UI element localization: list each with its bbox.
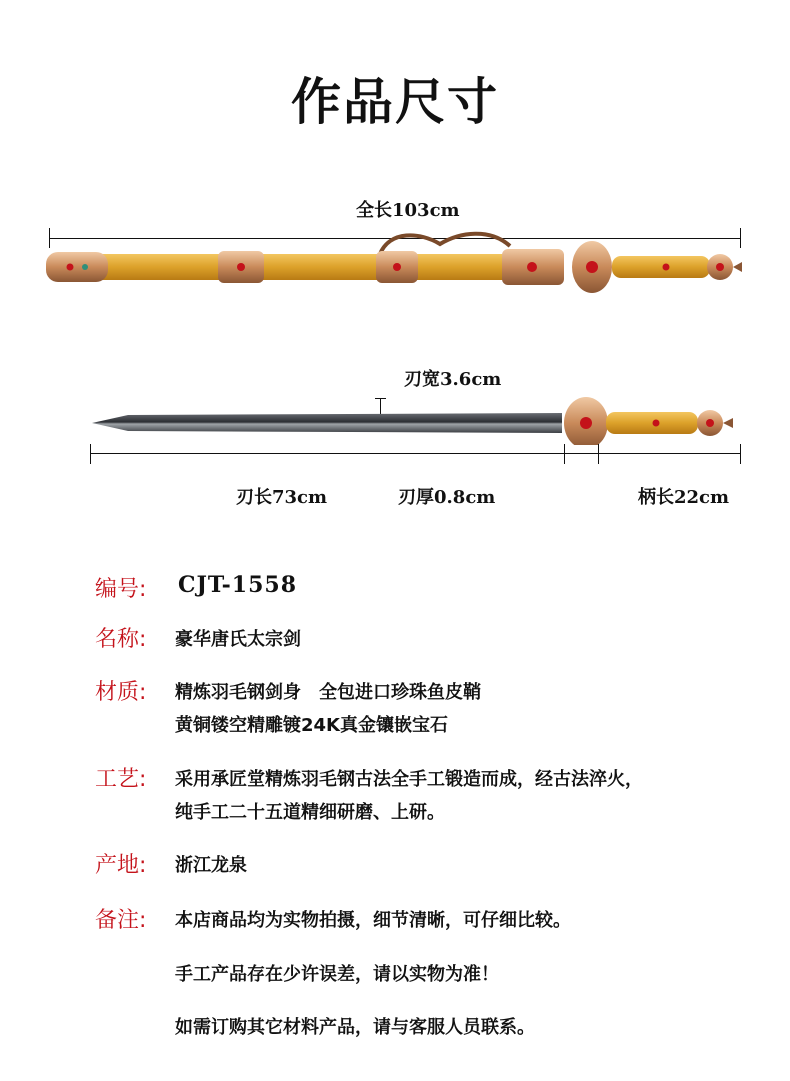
note-line-3: 如需订购其它材料产品，请与客服人员联系。 [175,1017,535,1038]
material-line-1: 精炼羽毛钢剑身 全包进口珍珠鱼皮鞘 [175,682,481,703]
blade-thickness-label: 刃厚0.8cm [398,487,496,508]
origin-value: 浙江龙泉 [175,855,247,876]
blade-length-tick-left [90,444,91,464]
code-value: CJT-1558 [178,572,298,598]
material-line-2: 黄铜镂空精雕镀24K真金镶嵌宝石 [175,715,448,736]
note-label: 备注: [95,908,147,933]
code-label: 编号: [95,577,147,602]
unsheathed-sword-image [88,385,748,445]
handle-start-tick [598,444,599,464]
note-line-1: 本店商品均为实物拍摄，细节清晰，可仔细比较。 [175,910,571,931]
blade-handle-dimension-line [90,453,740,454]
material-label: 材质: [95,680,147,705]
total-length-label: 全长103cm [356,200,460,221]
handle-length-tick-right [740,444,741,464]
craft-label: 工艺: [95,767,147,792]
blade-width-label: 刃宽3.6cm [404,369,502,390]
name-value: 豪华唐氏太宗剑 [175,629,301,650]
sheathed-sword-image [40,222,750,302]
blade-length-label: 刃长73cm [236,487,328,508]
handle-length-label: 柄长22cm [638,487,730,508]
origin-label: 产地: [95,853,147,878]
name-label: 名称: [95,627,147,652]
note-line-2: 手工产品存在少许误差，请以实物为准！ [175,964,499,985]
craft-line-2: 纯手工二十五道精细研磨、上研。 [175,802,445,823]
craft-line-1: 采用承匠堂精炼羽毛钢古法全手工锻造而成，经古法淬火， [175,769,643,790]
page-title: 作品尺寸 [291,73,499,131]
blade-end-tick [564,444,565,464]
